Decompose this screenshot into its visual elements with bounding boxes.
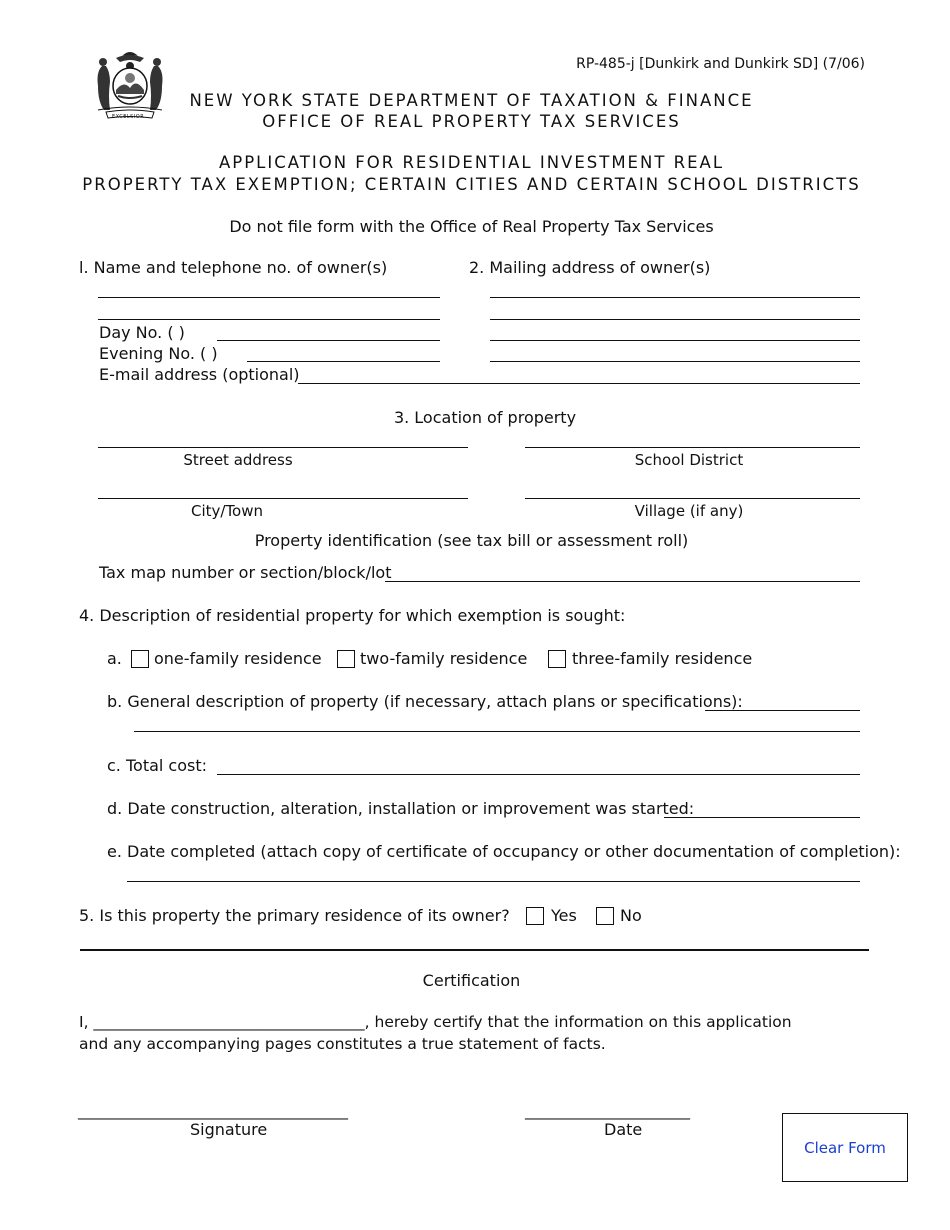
date-label: Date: [604, 1120, 643, 1139]
street-address-label: Street address: [183, 451, 293, 469]
general-description-label: b. General description of property (if necessary, attach plans or specifications):: [107, 692, 743, 711]
section-3-label: 3. Location of property: [393, 408, 577, 427]
total-cost-label: c. Total cost:: [107, 756, 208, 775]
city-town-label: City/Town: [190, 502, 264, 520]
date-started-field[interactable]: [664, 817, 860, 818]
village-field[interactable]: [525, 498, 860, 499]
tax-map-field[interactable]: [385, 581, 860, 582]
no-label: No: [620, 906, 642, 925]
three-family-label: three-family residence: [572, 649, 753, 668]
certification-heading: Certification: [422, 971, 521, 990]
form-title-line1: APPLICATION FOR RESIDENTIAL INVESTMENT REAL: [218, 153, 725, 172]
mailing-address-line-3[interactable]: [490, 340, 860, 341]
section-divider: [80, 949, 869, 951]
office-name: OFFICE OF REAL PROPERTY TAX SERVICES: [262, 112, 681, 131]
one-family-label: one-family residence: [154, 649, 322, 668]
department-name: NEW YORK STATE DEPARTMENT OF TAXATION & FINANCE: [189, 91, 754, 110]
village-label: Village (if any): [634, 502, 744, 520]
certification-text-line1: I, ___________________________________, hereby certify that the information on this application: [79, 1013, 792, 1031]
date-field[interactable]: ______________________: [525, 1102, 690, 1120]
yes-label: Yes: [551, 906, 577, 925]
evening-phone-field[interactable]: [247, 361, 440, 362]
three-family-checkbox[interactable]: [548, 650, 566, 668]
tax-map-label: Tax map number or section/block/lot: [99, 563, 392, 582]
certification-text-line2: and any accompanying pages constitutes a true statement of facts.: [79, 1035, 606, 1053]
date-completed-field[interactable]: [127, 881, 860, 882]
evening-no-label: Evening No. ( ): [99, 344, 218, 363]
two-family-label: two-family residence: [360, 649, 528, 668]
section-2-label: 2. Mailing address of owner(s): [469, 258, 711, 277]
one-family-checkbox[interactable]: [131, 650, 149, 668]
clear-form-button[interactable]: Clear Form: [782, 1113, 908, 1182]
total-cost-field[interactable]: [217, 774, 860, 775]
email-field[interactable]: [298, 383, 860, 384]
school-district-field[interactable]: [525, 447, 860, 448]
owner-name-line-1[interactable]: [98, 297, 440, 298]
general-description-field-2[interactable]: [134, 731, 860, 732]
section-4-label: 4. Description of residential property for which exemption is sought:: [79, 606, 626, 625]
street-address-field[interactable]: [98, 447, 468, 448]
section-5-label: 5. Is this property the primary residence of its owner?: [79, 906, 510, 925]
form-title-line2: PROPERTY TAX EXEMPTION; CERTAIN CITIES AND CERTAIN SCHOOL DISTRICTS: [82, 175, 861, 194]
mailing-address-line-2[interactable]: [490, 319, 860, 320]
date-started-label: d. Date construction, alteration, installation or improvement was started:: [107, 799, 695, 818]
two-family-checkbox[interactable]: [337, 650, 355, 668]
owner-name-line-2[interactable]: [98, 319, 440, 320]
city-town-field[interactable]: [98, 498, 468, 499]
item-a-letter: a.: [107, 649, 122, 668]
mailing-address-line-4[interactable]: [490, 361, 860, 362]
filing-notice: Do not file form with the Office of Real Property Tax Services: [229, 217, 714, 236]
signature-field[interactable]: ____________________________________: [78, 1102, 348, 1120]
general-description-field-1[interactable]: [705, 710, 860, 711]
date-completed-label: e. Date completed (attach copy of certificate of occupancy or other documentation of completion):: [107, 842, 901, 861]
mailing-address-line-1[interactable]: [490, 297, 860, 298]
day-no-label: Day No. ( ): [99, 323, 185, 342]
seal-motto: EXCELSIOR: [112, 114, 145, 120]
school-district-label: School District: [634, 451, 744, 469]
primary-residence-no-checkbox[interactable]: [596, 907, 614, 925]
property-identification-label: Property identification (see tax bill or assessment roll): [254, 531, 689, 550]
email-label: E-mail address (optional): [99, 365, 300, 384]
section-1-label: l. Name and telephone no. of owner(s): [79, 258, 388, 277]
signature-label: Signature: [190, 1120, 268, 1139]
day-phone-field[interactable]: [217, 340, 440, 341]
form-id: RP-485-j [Dunkirk and Dunkirk SD] (7/06): [576, 56, 865, 72]
primary-residence-yes-checkbox[interactable]: [526, 907, 544, 925]
